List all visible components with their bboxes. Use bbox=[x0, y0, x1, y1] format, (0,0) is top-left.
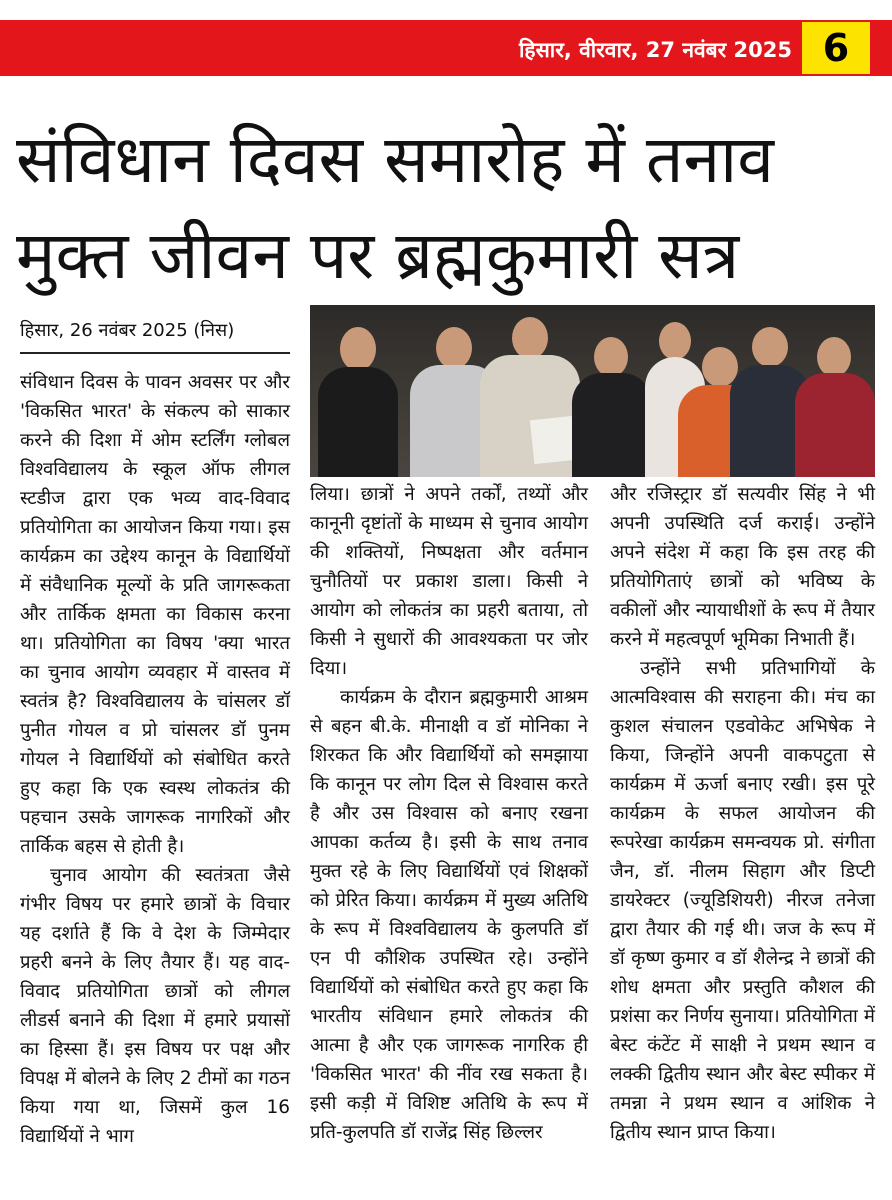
dateline: हिसार, वीरवार, 27 नवंबर 2025 bbox=[518, 38, 792, 62]
byline: हिसार, 26 नवंबर 2025 (निस) bbox=[20, 318, 290, 354]
article-column-2 bbox=[310, 480, 588, 1147]
paragraph: उन्होंने सभी प्रतिभागियों के आत्मविश्वास की सराहना की। मंच का कुशल संचालन एडवोकेट अभिषेक ने किया, जिन्होंने अपनी वाकपटुता से कार्यक्रम में ऊर्जा बनाए रखी। इस पूरे कार्यक्रम के सफल आयोजन की रूपरेखा कार्यक्रम समन्वयक प्रो. संगीता जैन, डॉ. नीलम सिहाग और डिप्टी डायरेक्टर (ज्यूडिशियरी) नीरज तनेजा द्वारा तैयार की गई थी। जज के रूप में डॉ कृष्ण कुमार व डॉ शैलेन्द्र ने छात्रों की शोध क्षमता और प्रस्तुति कौशल की प्रशंसा कर निर्णय सुनाया। प्रतियोगिता में बेस्ट कंटेंट में साक्षी ने प्रथम स्थान व लक्की द्वितीय स्थान और बेस्ट स्पीकर में तमन्ना ने प्रथम स्थान व आंशिक ने द्वितीय स्थान प्राप्त किया। bbox=[610, 658, 875, 1143]
paragraph: कार्यक्रम के दौरान ब्रह्मकुमारी आश्रम से बहन बी.के. मीनाक्षी व डॉ मोनिका ने शिरकत कि और विद्यार्थियों को समझाया कि कानून पर लोग दिल से विश्वास करते है और उस विश्वास को बनाए रखना आपका कर्तव्य है। इसी के साथ तनाव मुक्त रहे के लिए विद्यार्थियों एवं शिक्षकों को प्रेरित किया। कार्यक्रम में मुख्य अतिथि के रूप में विश्वविद्यालय के कुलपति डॉ एन पी कौशिक उपस्थित रहे। उन्होंने विद्यार्थियों को संबोधित करते हुए कहा कि भारतीय संविधान हमारे लोकतंत्र की आत्मा है और एक जागरूक नागरिक ही 'विकसित भारत' की नींव रख सकता है। इसी कड़ी में विशिष्ट अतिथि के रूप में प्रति-कुलपति डॉ राजेंद्र सिंह छिल्लर bbox=[310, 687, 588, 1143]
article-column-3 bbox=[610, 480, 875, 1147]
paragraph: चुनाव आयोग की स्वतंत्रता जैसे गंभीर विषय पर हमारे छात्रों के विचार यह दर्शाते हैं कि वे देश के जिम्मेदार प्रहरी बनने के लिए तैयार हैं। यह वाद-विवाद प्रतियोगिता छात्रों को लीगल लीडर्स बनाने की दिशा में हमारे प्रयासों का हिस्सा हैं। इस विषय पर पक्ष और विपक्ष में बोलने के लिए 2 टीमों का गठन किया गया था, जिसमें कुल 16 विद्यार्थियों ने भाग bbox=[20, 865, 290, 1147]
news-photo bbox=[310, 305, 875, 477]
paragraph: संविधान दिवस के पावन अवसर पर और 'विकसित भारत' के संकल्प को साकार करने की दिशा में ओम स्टर्लिंग ग्लोबल विश्वविद्यालय के स्कूल ऑफ लीगल स्टडीज द्वारा एक भव्य वाद-विवाद प्रतियोगिता का आयोजन किया गया। इस कार्यक्रम का उद्देश्य कानून के विद्यार्थियों में संवैधानिक मूल्यों के प्रति जागरूकता और तार्किक क्षमता का विकास करना था। प्रतियोगिता का विषय 'क्या भारत का चुनाव आयोग व्यवहार में वास्तव में स्वतंत्र है? विश्वविद्यालय के चांसलर डॉ पुनीत गोयल व प्रो चांसलर डॉ पुनम गोयल ने विद्यार्थियों को संबोधित करते हुए कहा कि एक स्वस्थ लोकतंत्र की पहचान उसके जागरूक नागरिकों और तार्किक बहस से होती है। bbox=[20, 372, 290, 857]
page-number: 6 bbox=[802, 22, 870, 74]
article-column-1 bbox=[20, 368, 290, 1151]
photo-person bbox=[318, 327, 398, 477]
paragraph: लिया। छात्रों ने अपने तर्कों, तथ्यों और कानूनी दृष्टांतों के माध्यम से चुनाव आयोग की शक्तियों, निष्पक्षता और वर्तमान चुनौतियों पर प्रकाश डाला। किसी ने आयोग को लोकतंत्र का प्रहरी बताया, तो किसी ने सुधारों की आवश्यकता पर जोर दिया। bbox=[310, 484, 588, 679]
headline: संविधान दिवस समारोह में तनाव मुक्त जीवन पर ब्रह्मकुमारी सत्र bbox=[16, 121, 774, 294]
photo-person bbox=[795, 337, 875, 477]
photo-person bbox=[572, 337, 652, 477]
paragraph: और रजिस्ट्रार डॉ सत्यवीर सिंह ने भी अपनी उपस्थिति दर्ज कराई। उन्होंने अपने संदेश में कहा कि इस तरह की प्रतियोगिताएं छात्रों को भविष्य के वकीलों और न्यायाधीशों के रूप में तैयार करने में महत्वपूर्ण भूमिका निभाती हैं। bbox=[610, 484, 875, 650]
